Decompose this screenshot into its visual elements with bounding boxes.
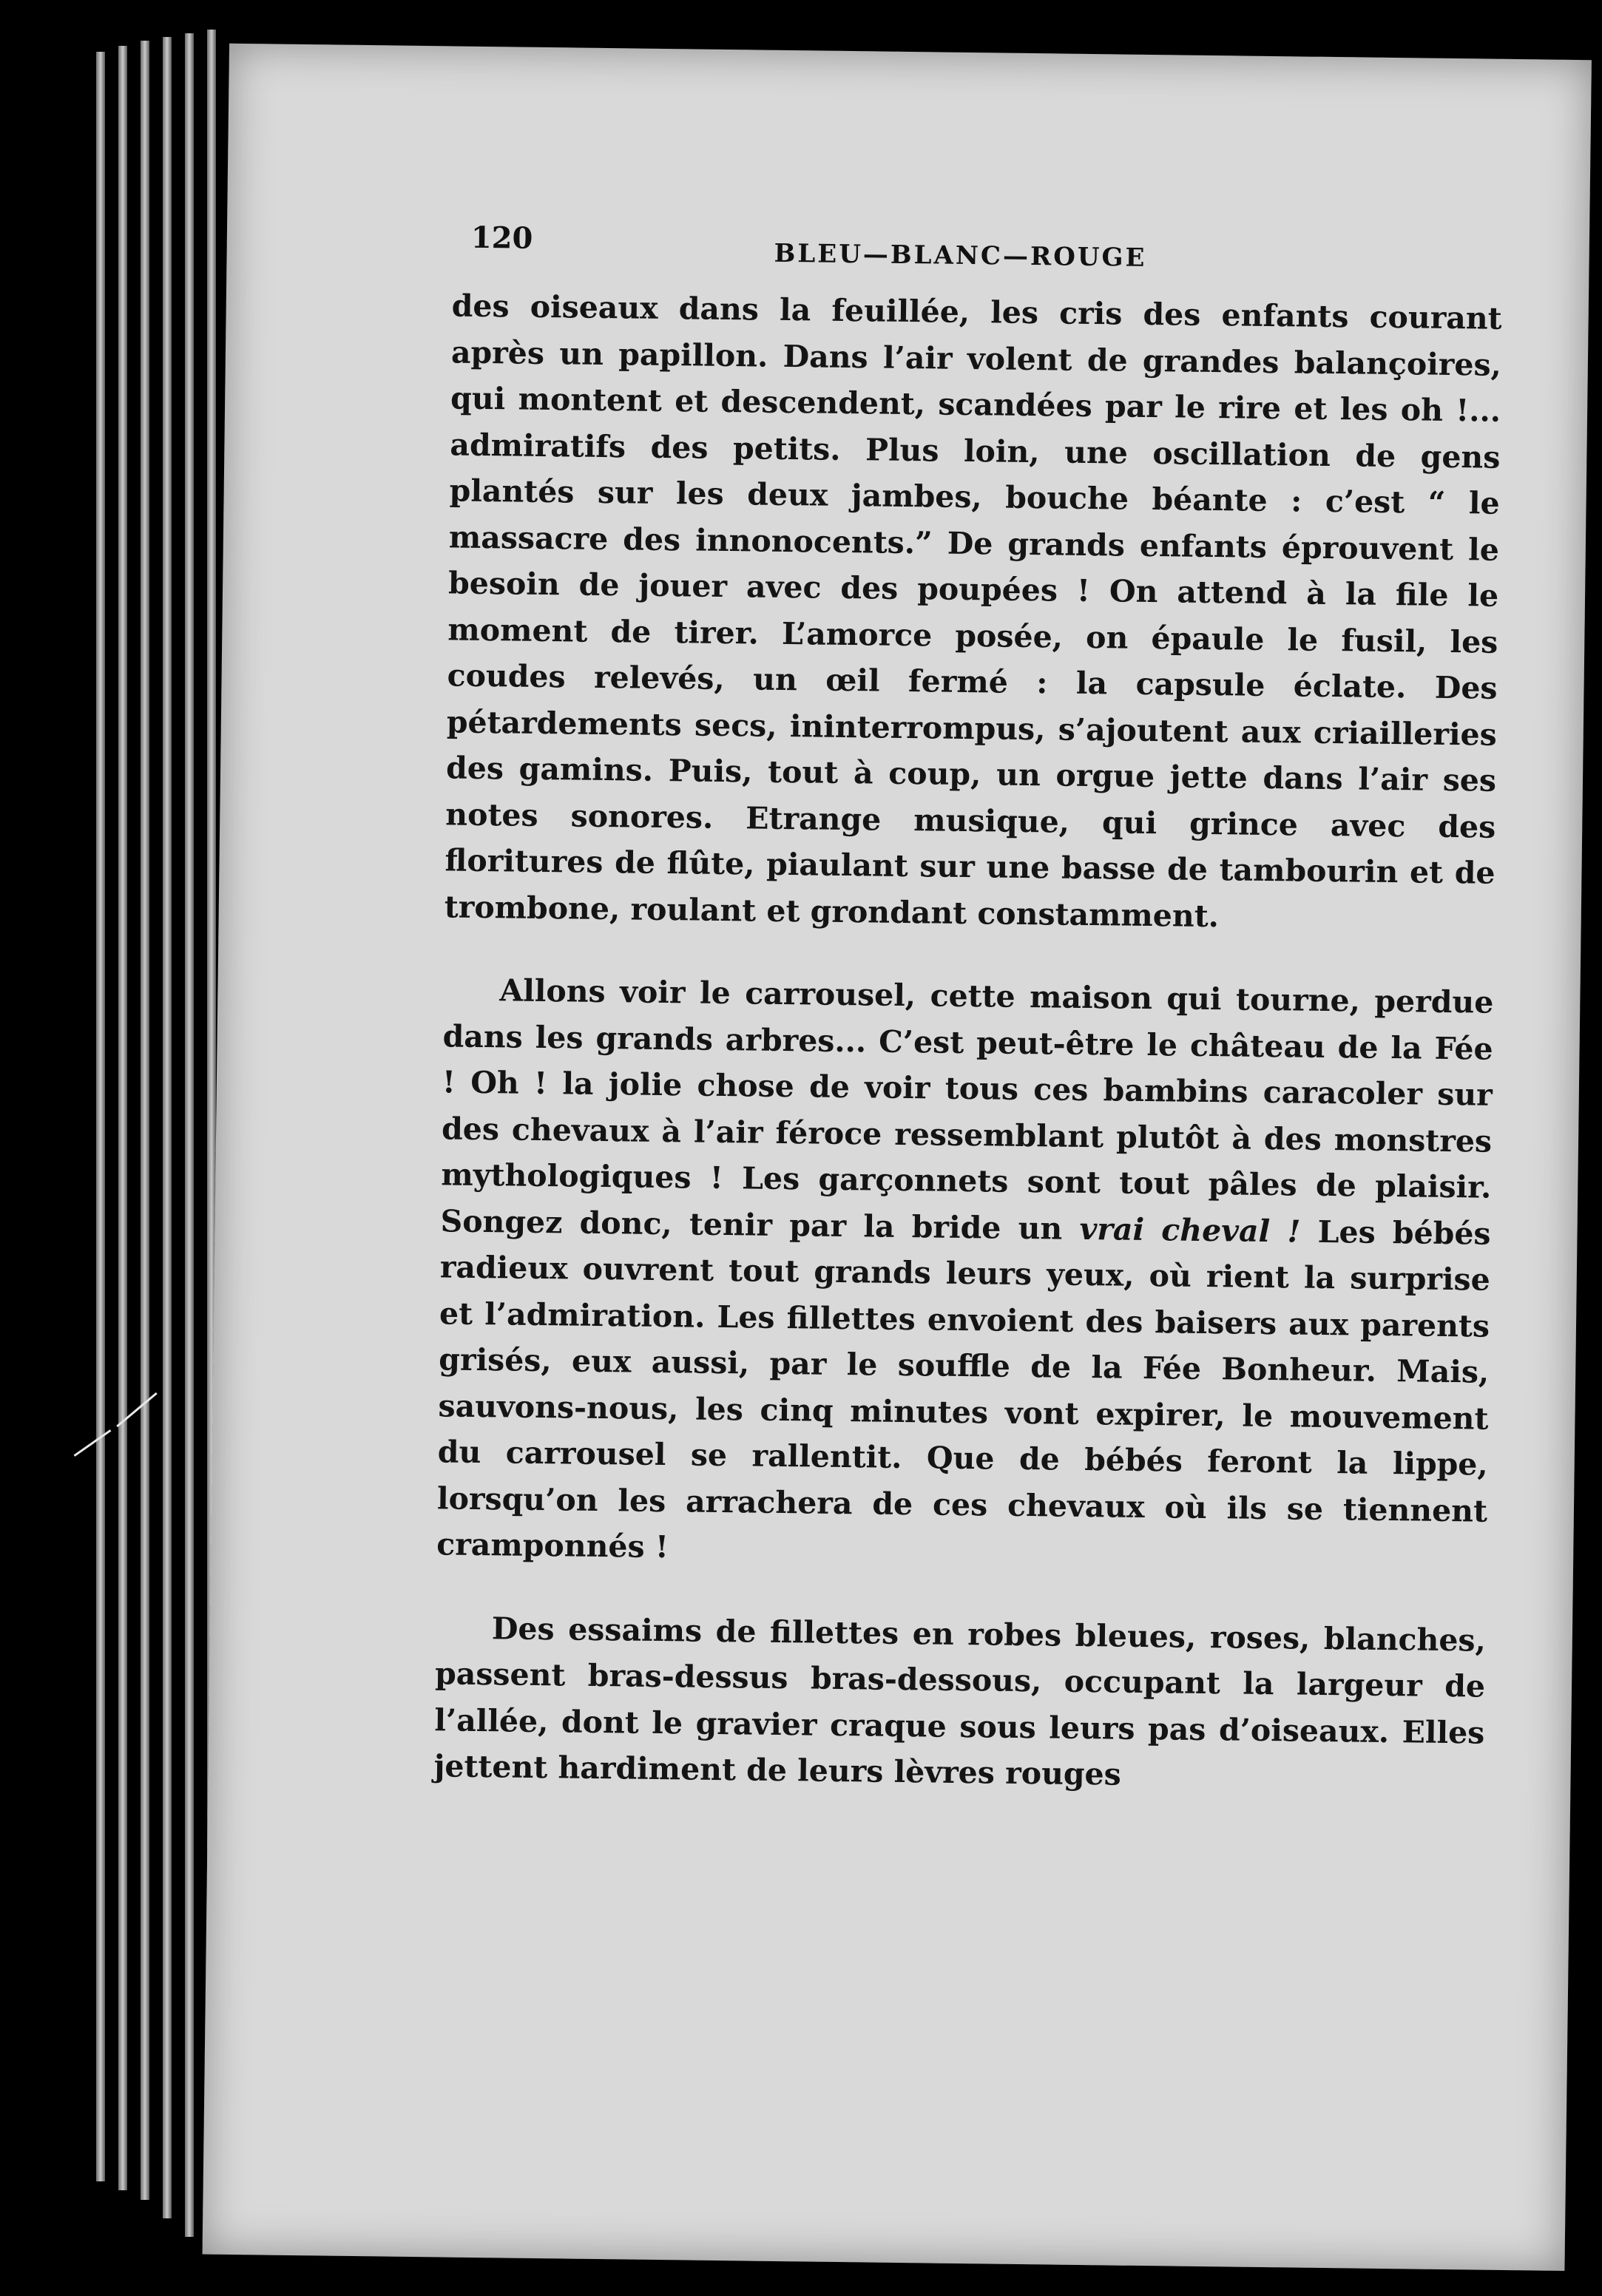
book-page-edge xyxy=(141,41,149,2200)
book-page-edge xyxy=(96,52,105,2181)
paragraph-1-text: des oiseaux dans la feuillée, les cris des enfants courant après un papillon. Dans l’air volent de grandes balançoires, qui montent et descendent, scandées par le rire et les oh !... admiratifs des petits. Plus loin, une oscillation de gens plantés sur les deux jambes, bouche béante : c’est “ le massacre des innonocents.” De grands enfants éprouvent le besoin de jouer avec des poupées ! On attend à la file le moment de tirer. L’amorce posée, on épaule le fusil, les coudes relevés, un œil fermé : la capsule éclate. Des pétardements secs, ininterrompus, s’ajoutent aux criailleries des gamins. Puis, tout à coup, un orgue jette dans l’air ses notes sonores. Etrange musique, qui grince avec des floritures de flûte, piaulant sur une basse de tambourin et de trombone, roulant et grondant constamment. xyxy=(444,288,1502,934)
paragraph-1 xyxy=(444,282,1502,942)
paragraph-3 xyxy=(433,1605,1486,1802)
book-page-edge xyxy=(163,37,172,2218)
paragraph-2-text-start: Allons voir le carrousel, cette maison qui tourne, perdue dans les grands arbres... C’est peut-être le château de la Fée ! Oh ! la jolie chose de voir tous ces bambins caracoler sur des chevaux à l’air féroce ressemblant plutôt à des monstres mythologiques ! Les garçonnets sont tout pâles de plaisir. Songez donc, tenir par la bride un xyxy=(440,972,1494,1247)
paragraph-2-text-end: Les bébés radieux ouvrent tout grands leurs yeux, où rient la surprise et l’admiration. Les fillettes envoient des baisers aux parents grisés, eux aussi, par le souffle de la Fée Bonheur. Mais, sauvons-nous, les cinq minutes vont expirer, le mouvement du carrousel se rallentit. Que de bébés feront la lippe, lorsqu’on les arrachera de ces chevaux où ils se tiennent cramponnés ! xyxy=(436,1213,1491,1565)
book-page-edge xyxy=(185,33,194,2237)
running-head: BLEU—BLANC—ROUGE xyxy=(774,238,1147,273)
film-scratch xyxy=(74,1429,112,1457)
book-page-edge xyxy=(118,46,127,2190)
paragraph-2 xyxy=(436,966,1494,1580)
paragraph-3-text: Des essaims de fillettes en robes bleues, roses, blanches, passent bras-dessus bras-dessous, occupant la largeur de l’allée, dont le gravier craque sous leurs pas d’oiseaux. Elles jettent hardiment de leurs lèvres rouges xyxy=(433,1610,1487,1792)
page-number: 120 xyxy=(470,220,533,256)
paragraph-2-emphasis: vrai cheval ! xyxy=(1079,1210,1301,1250)
book-page xyxy=(203,44,1592,2271)
body-text xyxy=(433,282,1502,1839)
